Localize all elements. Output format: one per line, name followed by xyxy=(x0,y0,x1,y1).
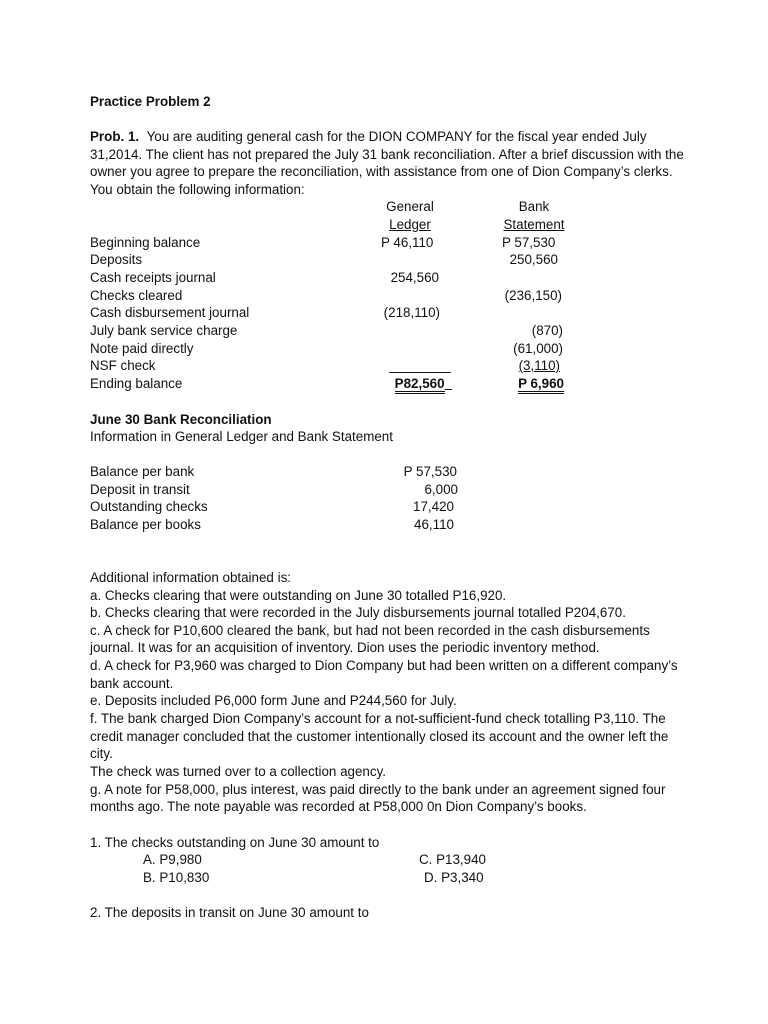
june-recon-heading: June 30 Bank Reconciliation xyxy=(90,412,272,427)
ledger-row-label: NSF check xyxy=(90,358,156,373)
ledger-row-bank: P 57,530 xyxy=(502,235,556,250)
col-header-ledger: Ledger xyxy=(389,217,431,232)
ledger-total-gl-wrap xyxy=(340,375,452,393)
ledger-total-gl: P82,560 xyxy=(395,376,445,394)
prob1-line-3: owner you agree to prepare the reconciliation, with assistance from one of Dion Company’s clerks. xyxy=(90,164,673,179)
ledger-row-label: July bank service charge xyxy=(90,323,238,338)
ledger-row-label: Cash disbursement journal xyxy=(90,305,250,320)
question-2: 2. The deposits in transit on June 30 amount to xyxy=(90,905,369,920)
ledger-row-bank: (3,110) xyxy=(518,358,560,373)
june-recon-subheading: Information in General Ledger and Bank Statement xyxy=(90,429,393,444)
additional-line: bank account. xyxy=(90,676,174,691)
recon-row-label: Balance per bank xyxy=(90,464,195,479)
ledger-row-gl: P 46,110 xyxy=(381,235,434,250)
ledger-row-label: Note paid directly xyxy=(90,341,194,356)
recon-row-label: Balance per books xyxy=(90,517,201,532)
additional-line: credit manager concluded that the customer intentionally closed its account and the owner left the xyxy=(90,729,669,744)
question-1-option-d: D. P3,340 xyxy=(424,870,484,885)
additional-line: a. Checks clearing that were outstanding on June 30 totalled P16,920. xyxy=(90,588,507,603)
col-header-statement-wrap xyxy=(494,216,574,234)
ledger-row-bank: (61,000) xyxy=(513,341,563,356)
additional-line: d. A check for P3,960 was charged to Dion Company but had been written on a different company’s xyxy=(90,658,678,673)
recon-row-value: P 57,530 xyxy=(403,464,457,479)
col-header-statement: Statement xyxy=(503,217,565,232)
additional-line: c. A check for P10,600 cleared the bank, but had not been recorded in the cash disbursements xyxy=(90,623,650,638)
recon-row-label: Outstanding checks xyxy=(90,499,208,514)
question-1-option-c: C. P13,940 xyxy=(419,852,486,867)
additional-intro: Additional information obtained is: xyxy=(90,570,291,585)
additional-line: months ago. The note payable was recorded at P58,000 0n Dion Company’s books. xyxy=(90,799,587,814)
subtotal-rule xyxy=(389,372,451,373)
additional-line: e. Deposits included P6,000 form June and P244,560 for July. xyxy=(90,693,457,708)
ledger-row-bank-wrap xyxy=(460,357,560,375)
additional-line: city. xyxy=(90,746,113,761)
col-header-bank: Bank xyxy=(518,199,550,214)
prob1-text-1: You are auditing general cash for the DION COMPANY for the fiscal year ended July xyxy=(146,129,647,144)
recon-row-value: 17,420 xyxy=(413,499,454,514)
additional-line: journal. It was for an acquisition of inventory. Dion uses the periodic inventory method. xyxy=(90,640,600,655)
ledger-total-bank-wrap xyxy=(460,375,564,393)
recon-row-label: Deposit in transit xyxy=(90,482,190,497)
ledger-total-bank: P 6,960 xyxy=(518,376,564,394)
ledger-row-label: Cash receipts journal xyxy=(90,270,216,285)
additional-line: The check was turned over to a collection agency. xyxy=(90,764,386,779)
prob1-line-4: You obtain the following information: xyxy=(90,182,305,197)
additional-line: g. A note for P58,000, plus interest, was paid directly to the bank under an agreement signed four xyxy=(90,782,666,797)
question-1: 1. The checks outstanding on June 30 amount to xyxy=(90,835,380,850)
additional-line: b. Checks clearing that were recorded in the July disbursements journal totalled P204,670. xyxy=(90,605,626,620)
ledger-row-label: Beginning balance xyxy=(90,235,201,250)
ledger-row-bank: (870) xyxy=(531,323,563,338)
question-1-option-a: A. P9,980 xyxy=(143,852,202,867)
ledger-row-label: Deposits xyxy=(90,252,143,267)
col-header-ledger-wrap xyxy=(370,216,450,234)
col-header-general: General xyxy=(386,199,434,214)
ledger-row-gl: 254,560 xyxy=(390,270,439,285)
ledger-row-label: Checks cleared xyxy=(90,288,183,303)
additional-line: f. The bank charged Dion Company’s account for a not-sufficient-fund check totalling P3,110. The xyxy=(90,711,666,726)
ledger-row-bank: (236,150) xyxy=(504,288,562,303)
question-1-option-b: B. P10,830 xyxy=(143,870,210,885)
recon-row-value: 6,000 xyxy=(424,482,458,497)
prob1-line-1 xyxy=(90,128,647,146)
ledger-row-label: Ending balance xyxy=(90,376,183,391)
ledger-row-bank: 250,560 xyxy=(509,252,558,267)
document-title: Practice Problem 2 xyxy=(90,94,211,109)
prob1-line-2: 31,2014. The client has not prepared the July 31 bank reconciliation. After a brief discussion with the xyxy=(90,147,684,162)
prob1-label: Prob. 1. xyxy=(90,129,140,144)
ledger-row-gl: (218,110) xyxy=(383,305,440,320)
recon-row-value: 46,110 xyxy=(414,517,454,532)
